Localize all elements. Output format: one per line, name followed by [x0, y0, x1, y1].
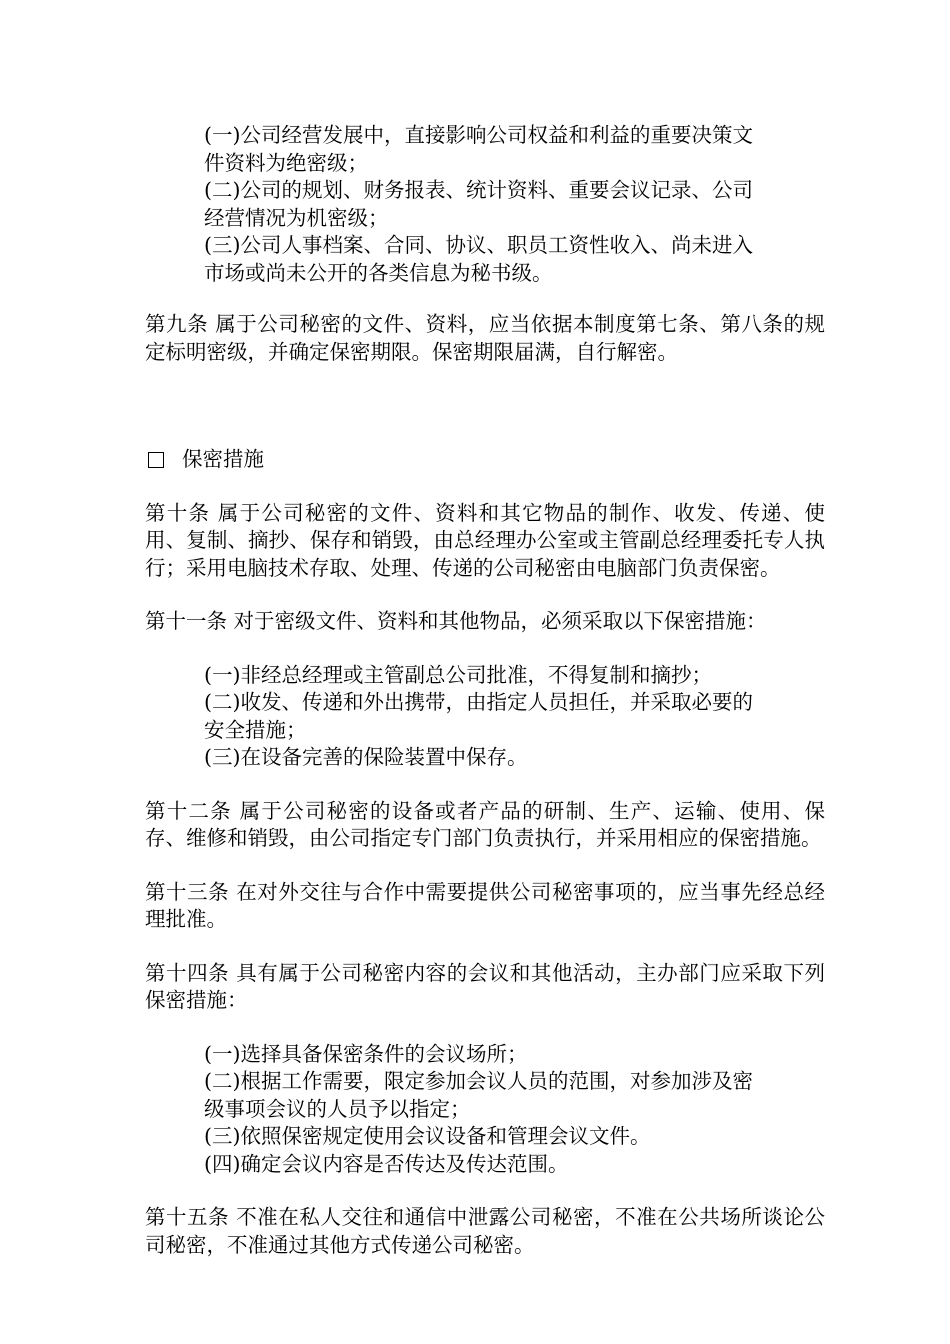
- list-item: (四)确定会议内容是否传达及传达范围。: [204, 1151, 569, 1176]
- meeting-measures-list: [204, 1041, 764, 1179]
- article-14: 第十四条 具有属于公司秘密内容的会议和其他活动，主办部门应采取下列保密措施：: [145, 960, 825, 1012]
- article-15: 第十五条 不准在私人交往和通信中泄露公司秘密，不准在公共场所谈论公司秘密，不准通过其他方式传递公司秘密。: [145, 1205, 825, 1257]
- list-item: (二)收发、传递和外出携带，由指定人员担任，并采取必要的安全措施；: [204, 690, 753, 742]
- article-11: 第十一条 对于密级文件、资料和其他物品，必须采取以下保密措施：: [145, 609, 767, 633]
- list-item: (一)选择具备保密条件的会议场所；: [204, 1041, 528, 1066]
- measures-list: [204, 662, 764, 772]
- article-13: 第十三条 在对外交往与合作中需要提供公司秘密事项的，应当事先经总经理批准。: [145, 879, 825, 931]
- article-9: 第九条 属于公司秘密的文件、资料，应当依据本制度第七条、第八条的规定标明密级，并确定保密期限。保密期限届满，自行解密。: [145, 312, 825, 364]
- list-item: (一)非经总经理或主管副总公司批准，不得复制和摘抄；: [204, 662, 712, 687]
- list-item: (二)公司的规划、财务报表、统计资料、重要会议记录、公司经营情况为机密级；: [204, 178, 753, 230]
- list-item: (三)公司人事档案、合同、协议、职员工资性收入、尚未进入市场或尚未公开的各类信息为秘书级。: [204, 233, 753, 285]
- article-12: 第十二条 属于公司秘密的设备或者产品的研制、生产、运输、使用、保存、维修和销毁，由公司指定专门部门负责执行，并采用相应的保密措施。: [145, 798, 825, 850]
- article-10: 第十条 属于公司秘密的文件、资料和其它物品的制作、收发、传递、使用、复制、摘抄、保存和销毁，由总经理办公室或主管副总经理委托专人执行；采用电脑技术存取、处理、传递的公司秘密由电脑部门负责保密。: [145, 500, 825, 580]
- checkbox-icon: [148, 452, 164, 468]
- list-item: (三)依照保密规定使用会议设备和管理会议文件。: [204, 1124, 651, 1148]
- list-item: (二)根据工作需要，限定参加会议人员的范围，对参加涉及密级事项会议的人员予以指定；: [204, 1069, 753, 1121]
- list-item: (一)公司经营发展中，直接影响公司权益和利益的重要决策文件资料为绝密级；: [204, 123, 753, 175]
- section-heading: [145, 446, 825, 474]
- section-heading-text: 保密措施: [182, 447, 264, 471]
- classification-list: [204, 122, 764, 287]
- document-page: [145, 122, 825, 1259]
- list-item: (三)在设备完善的保险装置中保存。: [204, 745, 528, 769]
